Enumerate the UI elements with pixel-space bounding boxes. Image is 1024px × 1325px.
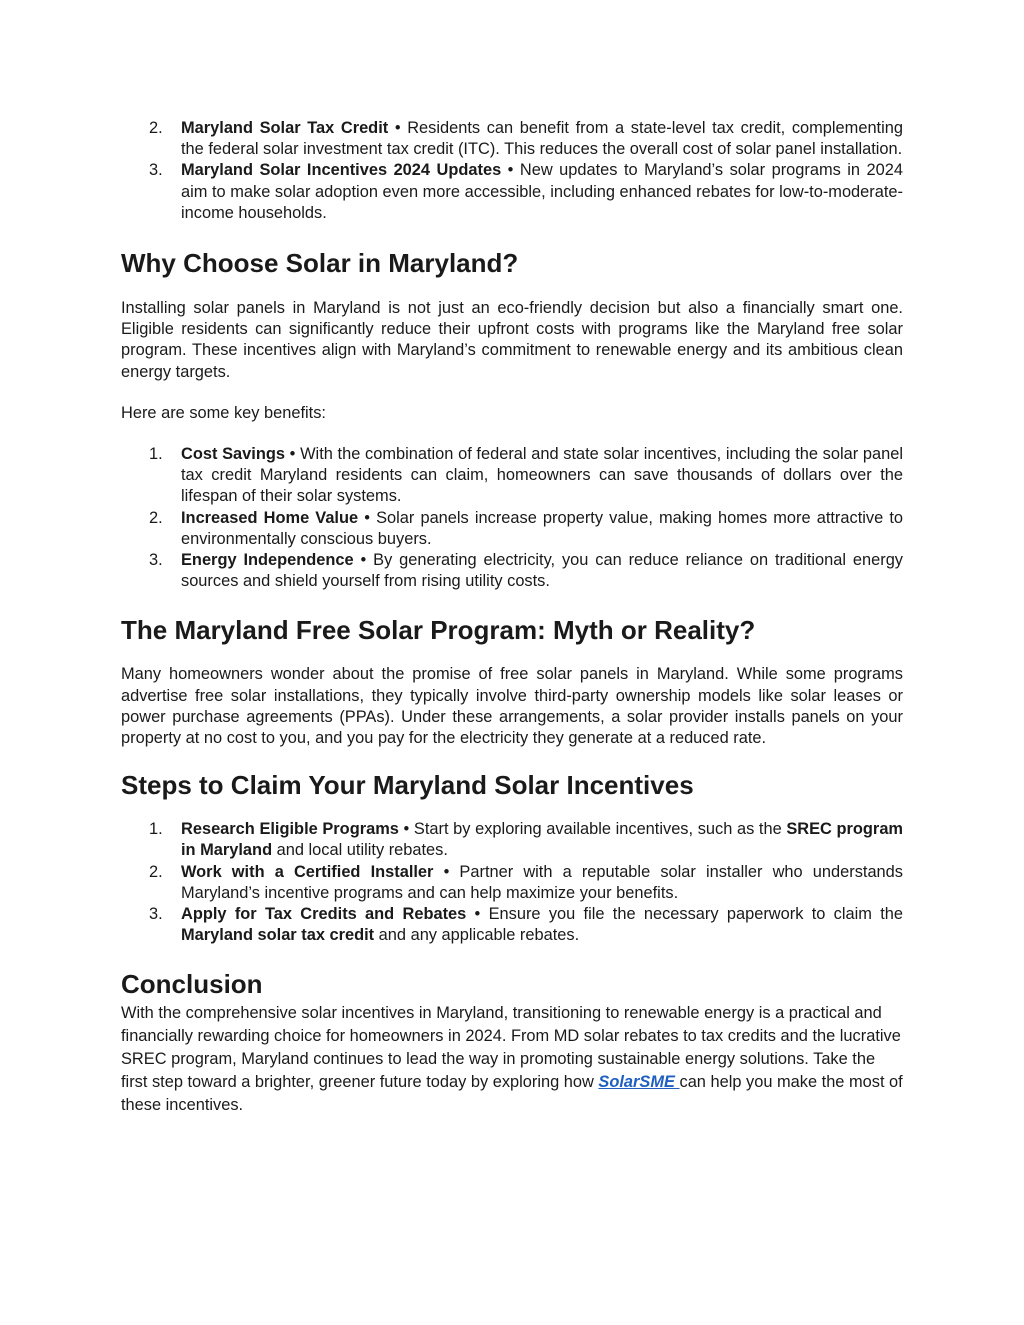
myth-paragraph: Many homeowners wonder about the promise of free solar panels in Maryland. While some programs advertise free solar installations, they typically involve third-party ownership models like solar leases or power purchase agreements (PPAs). Under these arrangements, a solar provider installs panels on your property at no cost to you, and you pay for the electricity they generate at a reduced rate. <box>121 665 903 748</box>
list-number: 1. <box>149 820 163 839</box>
item-title: Research Eligible Programs <box>181 820 399 839</box>
conclusion-text: With the comprehensive solar incentives in Maryland, transitioning to renewable energy is a practical and financially rewarding choice for homeowners in 2024. From MD solar rebates to tax credits and the lucrative SREC program, Maryland continues to lead the way in promoting sustainable energy solutions. Take the first step toward a brighter, greener future today by exploring how <box>121 1004 901 1092</box>
item-text-end: and any applicable rebates. <box>374 926 580 945</box>
conclusion-paragraph <box>121 1002 903 1117</box>
list-item <box>121 160 903 224</box>
item-title: Cost Savings <box>181 445 285 464</box>
list-item <box>121 444 903 508</box>
document-page <box>121 118 903 1117</box>
item-bold-text: SREC program in Maryland <box>181 820 904 860</box>
benefits-intro: Here are some key benefits: <box>121 403 326 422</box>
item-title: Increased Home Value <box>181 508 359 527</box>
list-number: 2. <box>149 862 163 881</box>
item-text: • Residents can benefit from a state-level tax credit, complementing the federal solar investment tax credit (ITC). This reduces the overall cost of solar panel installation. <box>181 119 903 159</box>
item-title: Work with a Certified Installer <box>181 862 434 881</box>
list-number: 2. <box>149 508 163 527</box>
section-heading-why: Why Choose Solar in Maryland? <box>121 248 519 279</box>
section-heading-myth: The Maryland Free Solar Program: Myth or Reality? <box>121 615 756 646</box>
list-item <box>121 862 903 904</box>
item-text: • With the combination of federal and state solar incentives, including the solar panel tax credit Maryland residents can claim, homeowners can save thousands of dollars over the lifespan of their solar systems. <box>181 445 903 506</box>
steps-list <box>121 819 903 946</box>
item-text: • Start by exploring available incentives, such as the <box>398 820 787 839</box>
item-text-end: and local utility rebates. <box>272 841 448 860</box>
section-heading-conclusion: Conclusion <box>121 969 263 1000</box>
item-title: Maryland Solar Incentives 2024 Updates <box>181 161 502 180</box>
list-number: 1. <box>149 445 163 464</box>
conclusion-text-end: can help you make the most of these incentives. <box>121 1073 903 1115</box>
list-item <box>121 118 903 160</box>
item-text: • By generating electricity, you can reduce reliance on traditional energy sources and shield yourself from rising utility costs. <box>181 551 904 591</box>
list-number: 3. <box>149 551 163 570</box>
top-list <box>121 118 903 224</box>
item-text: • Ensure you file the necessary paperwork to claim the <box>466 905 903 924</box>
item-title: Energy Independence <box>181 551 354 570</box>
list-number: 3. <box>149 161 163 180</box>
list-number: 2. <box>149 119 163 137</box>
list-item <box>121 819 903 861</box>
list-item <box>121 508 903 550</box>
item-title: Maryland Solar Tax Credit <box>181 119 389 137</box>
section-heading-steps: Steps to Claim Your Maryland Solar Incentives <box>121 770 694 801</box>
item-bold-text: Maryland solar tax credit <box>181 926 375 945</box>
item-text: • Solar panels increase property value, making homes more attractive to environmentally conscious buyers. <box>181 508 903 548</box>
benefits-list <box>121 444 903 592</box>
item-text: • Partner with a reputable solar installer who understands Maryland’s incentive programs and can help maximize your benefits. <box>181 862 903 902</box>
list-item <box>121 904 903 946</box>
item-title: Apply for Tax Credits and Rebates <box>181 905 467 924</box>
list-item <box>121 550 903 592</box>
why-paragraph: Installing solar panels in Maryland is not just an eco-friendly decision but also a financially smart one. Eligible residents can significantly reduce their upfront costs with programs like the Maryland free solar program. These incentives align with Maryland’s commitment to renewable energy and its ambitious clean energy targets. <box>121 299 903 381</box>
solarsme-link[interactable]: SolarSME <box>598 1073 680 1092</box>
item-text: • New updates to Maryland’s solar programs in 2024 aim to make solar adoption even more accessible, including enhanced rebates for low-to-moderate-income households. <box>181 161 903 222</box>
list-number: 3. <box>149 905 163 924</box>
